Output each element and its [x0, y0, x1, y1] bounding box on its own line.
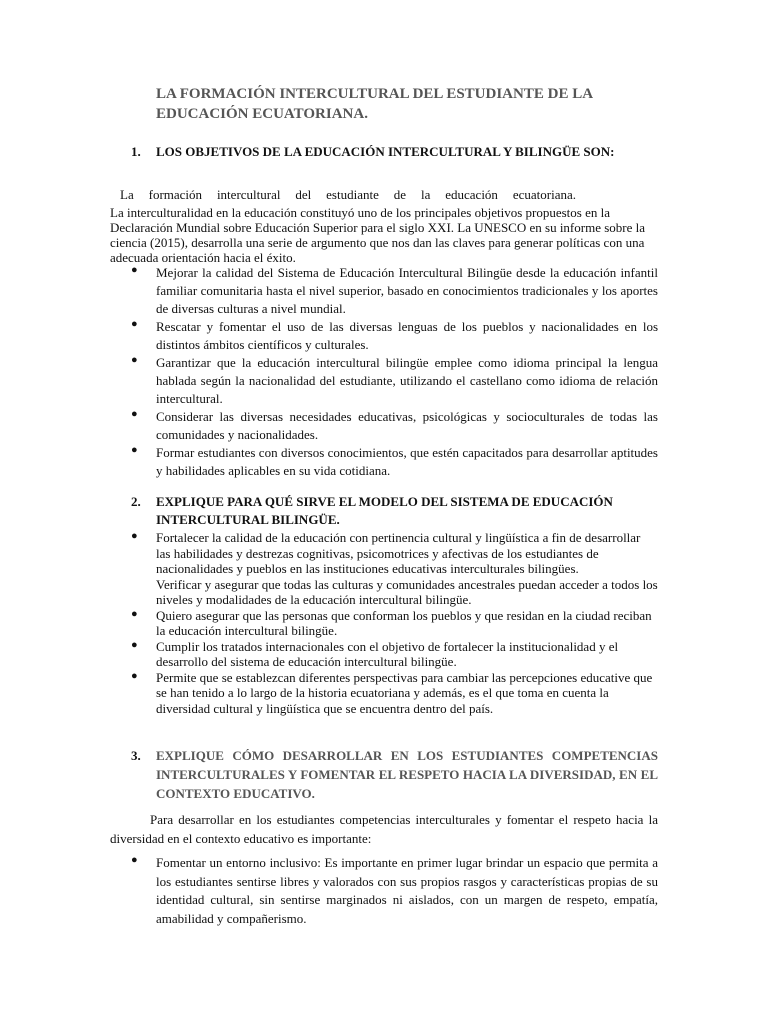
section-2-heading-text: EXPLIQUE PARA QUÉ SIRVE EL MODELO DEL SISTEMA DE EDUCACIÓN INTERCULTURAL BILINGÜE. — [156, 494, 613, 527]
section-1-intro-line: La formación intercultural del estudiante de la educación ecuatoriana. — [120, 187, 576, 202]
section-2-number: 2. — [131, 494, 141, 509]
section-1-heading-text: LOS OBJETIVOS DE LA EDUCACIÓN INTERCULTURAL Y BILINGÜE SON: — [156, 144, 615, 159]
list-item-text: Rescatar y fomentar el uso de las diversas lenguas de los pueblos y nacionalidades en los distintos ámbitos científicos y culturales. — [156, 319, 658, 352]
list-item — [131, 318, 658, 354]
list-item — [131, 408, 658, 444]
bullet-icon: ● — [131, 669, 138, 682]
list-item-text: Formar estudiantes con diversos conocimientos, que estén capacitados para desarrollar aptitudes y habilidades aplicables en su vida cotidiana. — [156, 445, 658, 478]
section-1-bullet-list — [131, 264, 658, 480]
section-3-number: 3. — [131, 748, 141, 763]
section-3-heading — [131, 746, 658, 803]
list-item-text: Quiero asegurar que las personas que conforman los pueblos y que residan en la ciudad reciban la educación intercultural bilingüe. — [156, 607, 652, 638]
bullet-icon: ● — [131, 607, 138, 620]
list-item — [131, 264, 658, 318]
section-2-heading — [131, 493, 658, 529]
list-item-text: Fortalecer la calidad de la educación con pertinencia cultural y lingüística a fin de desarrollar las habilidades y destrezas cognitivas, psicomotrices y afectivas de los estudiantes de nacionalidades y pueblos en las instituciones educativas interculturales bilingües. — [156, 530, 641, 576]
section-3-paragraph: Para desarrollar en los estudiantes competencias interculturales y fomentar el respeto hacia la diversidad en el contexto educativo es importante: — [110, 812, 658, 846]
list-item — [131, 354, 658, 408]
bullet-icon: ● — [131, 354, 138, 366]
list-item — [131, 530, 658, 608]
bullet-icon: ● — [131, 638, 138, 651]
document-title: LA FORMACIÓN INTERCULTURAL DEL ESTUDIANTE DE LA EDUCACIÓN ECUATORIANA. — [156, 86, 593, 122]
list-item-text: Permite que se establezcan diferentes perspectivas para cambiar las percepciones educative que se han tenido a lo largo de la historia ecuatoriana y además, es el que toma en cuenta la diversidad cultural y lingüística que se encuentra dentro del país. — [156, 669, 653, 716]
list-item-text: Garantizar que la educación intercultural bilingüe emplee como idioma principal la lengua hablada según la nacionalidad del estudiante, utilizando el castellano como idioma de relación intercultural. — [156, 355, 658, 406]
bullet-icon: ● — [131, 444, 138, 456]
section-1-heading — [131, 143, 626, 161]
section-1-number: 1. — [131, 144, 141, 159]
section-1-intro-paragraph: La interculturalidad en la educación constituyó uno de los principales objetivos propuestos en la Declaración Mundial sobre Educación Superior para el siglo XXI. La UNESCO en su informe sobre la ciencia (2015), desarrolla una serie de argumento que nos dan las claves para generar políticas con una adecuada orientación hacia el éxito. — [110, 205, 646, 265]
bullet-icon: ● — [131, 530, 138, 542]
list-item — [131, 669, 658, 717]
list-item — [131, 638, 658, 670]
bullet-icon: ● — [131, 408, 138, 420]
list-item-continuation-text: Verificar y asegurar que todas las culturas y comunidades ancestrales puedan acceder a todos los niveles y modalidades de la educación intercultural bilingüe. — [156, 576, 658, 607]
list-item-text: Mejorar la calidad del Sistema de Educación Intercultural Bilingüe desde la educación infantil familiar comunitaria hasta el nivel superior, basado en conocimientos tradicionales y los aportes de diversas culturas a nivel mundial. — [156, 265, 658, 316]
list-item-text: Fomentar un entorno inclusivo: Es importante en primer lugar brindar un espacio que permita a los estudiantes sentirse libres y valorados con sus propios rasgos y características propias de su identidad cultural, sin sentirse marginados ni aislados, con un margen de respeto, empatía, amabilidad y compañerismo. — [156, 855, 658, 926]
bullet-icon: ● — [131, 318, 138, 330]
bullet-icon: ● — [131, 854, 138, 866]
section-3-bullet-list — [131, 854, 658, 928]
list-item — [131, 854, 658, 928]
section-2-bullet-list — [131, 530, 658, 716]
list-item-text: Considerar las diversas necesidades educativas, psicológicas y socioculturales de todas las comunidades y nacionalidades. — [156, 409, 658, 442]
list-item — [131, 444, 658, 480]
bullet-icon: ● — [131, 264, 138, 276]
list-item-text: Cumplir los tratados internacionales con el objetivo de fortalecer la institucionalidad y el desarrollo del sistema de educación intercultural bilingüe. — [156, 638, 619, 669]
section-3-heading-text: EXPLIQUE CÓMO DESARROLLAR EN LOS ESTUDIANTES COMPETENCIAS INTERCULTURALES Y FOMENTAR EL RESPETO HACIA LA DIVERSIDAD, EN EL CONTEXTO EDUCATIVO. — [156, 748, 658, 801]
list-item — [131, 607, 658, 639]
